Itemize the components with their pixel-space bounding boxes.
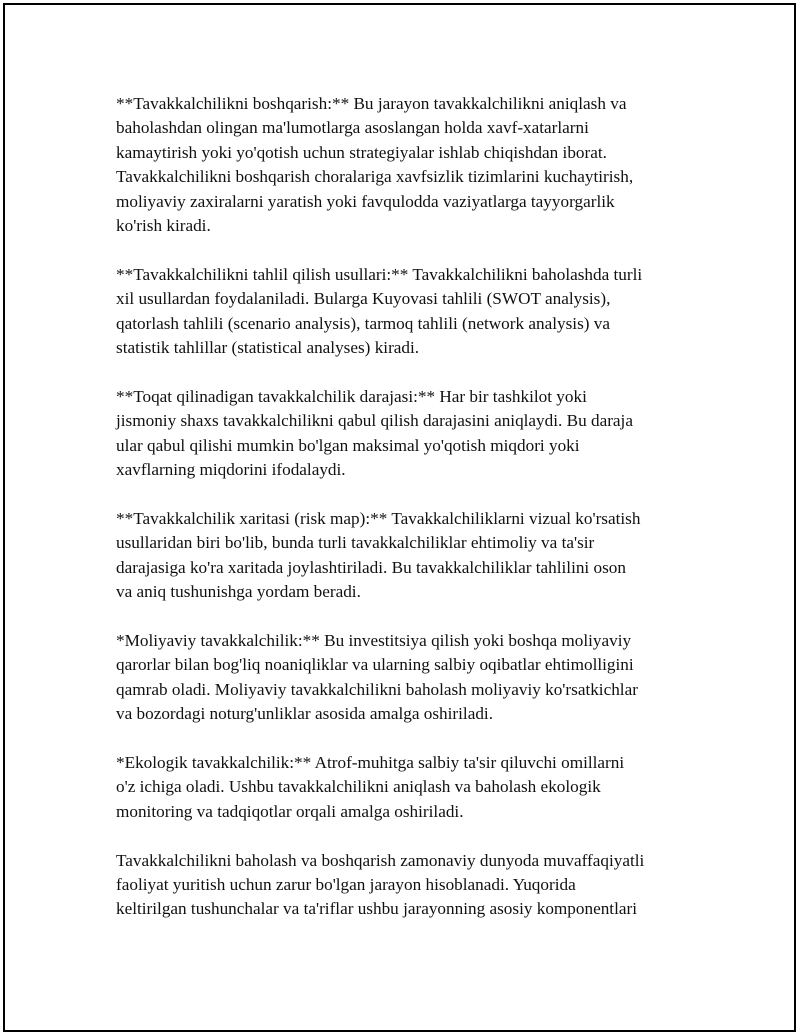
- paragraph: [116, 849, 706, 922]
- text-line: baholashdan olingan ma'lumotlarga asoslangan holda xavf-xatarlarni: [116, 118, 589, 138]
- text-line: monitoring va tadqiqotlar orqali amalga oshiriladi.: [116, 801, 464, 821]
- text-line: jismoniy shaxs tavakkalchilikni qabul qilish darajasini aniqlaydi. Bu daraja: [116, 411, 633, 431]
- paragraph: [116, 92, 706, 238]
- text-line: qatorlash tahlili (scenario analysis), tarmoq tahlili (network analysis) va: [116, 313, 610, 333]
- text-line: *Moliyaviy tavakkalchilik:** Bu investitsiya qilish yoki boshqa moliyaviy: [116, 630, 632, 650]
- text-line: darajasiga ko'ra xaritada joylashtiriladi. Bu tavakkalchiliklar tahlilini oson: [116, 557, 626, 577]
- text-line: qarorlar bilan bog'liq noaniqliklar va ularning salbiy oqibatlar ehtimolligini: [116, 655, 634, 675]
- text-line: xavflarning miqdorini ifodalaydi.: [116, 460, 346, 480]
- text-line: **Tavakkalchilikni tahlil qilish usullari:** Tavakkalchilikni baholashda turli: [116, 264, 643, 284]
- text-line: **Tavakkalchilikni boshqarish:** Bu jarayon tavakkalchilikni aniqlash va: [116, 94, 627, 113]
- text-line: **Tavakkalchilik xaritasi (risk map):** Tavakkalchiliklarni vizual ko'rsatish: [116, 508, 641, 528]
- text-line: o'z ichiga oladi. Ushbu tavakkalchilikni aniqlash va baholash ekologik: [116, 777, 601, 797]
- text-line: qamrab oladi. Moliyaviy tavakkalchilikni baholash moliyaviy ko'rsatkichlar: [116, 679, 638, 699]
- text-line: ko'rish kiradi.: [116, 216, 211, 236]
- text-line: usullaridan biri bo'lib, bunda turli tavakkalchiliklar ehtimoliy va ta'sir: [116, 533, 595, 553]
- text-line: keltirilgan tushunchalar va ta'riflar ushbu jarayonning asosiy komponentlari: [116, 899, 637, 919]
- text-line: Tavakkalchilikni baholash va boshqarish zamonaviy dunyoda muvaffaqiyatli: [116, 850, 645, 870]
- text-line: xil usullardan foydalaniladi. Bularga Kuyovasi tahlili (SWOT analysis),: [116, 289, 611, 309]
- text-line: va bozordagi noturg'unliklar asosida amalga oshiriladi.: [116, 704, 493, 724]
- text-line: statistik tahlillar (statistical analyses) kiradi.: [116, 338, 420, 358]
- text-line: va aniq tushunishga yordam beradi.: [116, 582, 361, 602]
- text-line: ular qabul qilishi mumkin bo'lgan maksimal yo'qotish miqdori yoki: [116, 435, 580, 455]
- document-body: [116, 92, 706, 946]
- paragraph: [116, 629, 706, 727]
- paragraph: [116, 263, 706, 361]
- text-line: moliyaviy zaxiralarni yaratish yoki favqulodda vaziyatlarga tayyorgarlik: [116, 191, 615, 211]
- paragraph: [116, 507, 706, 605]
- paragraph: [116, 385, 706, 483]
- text-line: Tavakkalchilikni boshqarish choralariga xavfsizlik tizimlarini kuchaytirish,: [116, 167, 634, 187]
- text-line: faoliyat yuritish uchun zarur bo'lgan jarayon hisoblanadi. Yuqorida: [116, 874, 576, 894]
- paragraph: [116, 751, 706, 824]
- text-line: **Toqat qilinadigan tavakkalchilik darajasi:** Har bir tashkilot yoki: [116, 386, 587, 406]
- text-line: *Ekologik tavakkalchilik:** Atrof-muhitga salbiy ta'sir qiluvchi omillarni: [116, 752, 625, 772]
- text-line: kamaytirish yoki yo'qotish uchun strategiyalar ishlab chiqishdan iborat.: [116, 142, 607, 162]
